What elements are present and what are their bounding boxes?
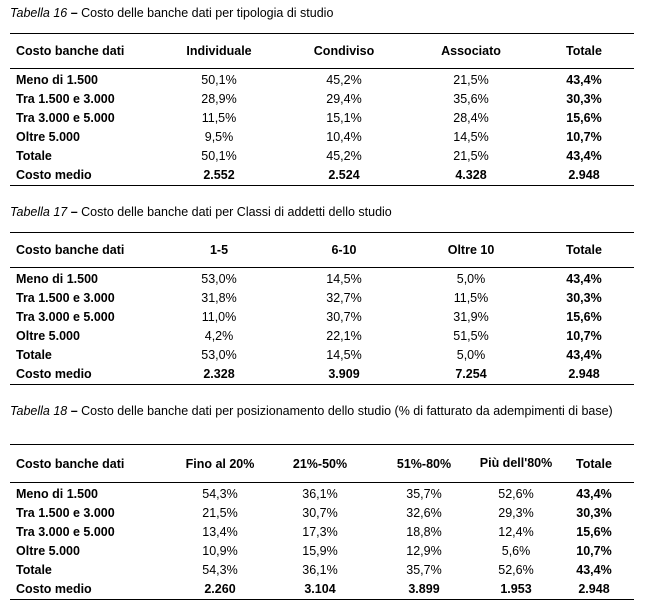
column-header: Totale	[534, 233, 634, 268]
table-row	[10, 346, 634, 365]
row-label: Tra 1.500 e 3.000	[16, 291, 115, 305]
table-18-caption	[10, 402, 640, 420]
row-label: Oltre 5.000	[16, 130, 80, 144]
caption-dash: –	[67, 404, 82, 418]
table-row	[10, 147, 634, 166]
table-row	[10, 109, 634, 128]
table-row	[10, 542, 634, 561]
column-header: 51%-80%	[370, 445, 478, 483]
table-17-caption	[10, 203, 650, 221]
cell-value: 43,4%	[566, 73, 602, 87]
cell-value: 22,1%	[326, 329, 362, 343]
cell-value: 30,7%	[302, 506, 338, 520]
column-header-label: Costo banche dati	[10, 233, 158, 268]
cell-value: 17,3%	[302, 525, 338, 539]
table-row	[10, 483, 634, 505]
cell-value: 30,3%	[576, 506, 612, 520]
table-row	[10, 365, 634, 385]
cell-value: 2.328	[158, 365, 280, 385]
cell-value: 53,0%	[201, 348, 237, 362]
cell-value: 3.909	[280, 365, 408, 385]
cell-value: 51,5%	[453, 329, 489, 343]
cell-value: 2.552	[158, 166, 280, 186]
caption-label: Tabella 17	[10, 205, 68, 219]
table-row	[10, 561, 634, 580]
row-label: Tra 1.500 e 3.000	[16, 506, 115, 520]
column-header: Totale	[554, 445, 634, 483]
cell-value: 15,6%	[566, 310, 602, 324]
cell-value: 2.948	[554, 580, 634, 600]
cell-value: 30,3%	[566, 92, 602, 106]
cell-value: 35,7%	[406, 487, 442, 501]
cell-value: 11,5%	[201, 111, 237, 125]
cell-value: 12,9%	[406, 544, 442, 558]
cell-value: 32,6%	[406, 506, 442, 520]
cell-value: 45,2%	[326, 149, 362, 163]
cell-value: 31,9%	[453, 310, 489, 324]
row-label: Tra 3.000 e 5.000	[16, 111, 115, 125]
column-header-label: Costo banche dati	[10, 34, 158, 69]
column-header-label: Costo banche dati	[10, 445, 170, 483]
column-header: Fino al 20%	[170, 445, 270, 483]
cell-value: 21,5%	[453, 73, 489, 87]
cell-value: 5,0%	[456, 348, 486, 362]
cell-value: 43,4%	[576, 487, 612, 501]
column-header: Condiviso	[280, 34, 408, 69]
cell-value: 43,4%	[566, 348, 602, 362]
cell-value: 1.953	[478, 580, 554, 600]
table-16-caption	[10, 4, 650, 22]
cell-value: 15,6%	[576, 525, 612, 539]
cell-value: 30,3%	[566, 291, 602, 305]
cell-value: 7.254	[408, 365, 534, 385]
cell-value: 43,4%	[566, 149, 602, 163]
column-header: Più dell'80%	[478, 445, 554, 483]
cell-value: 29,4%	[326, 92, 362, 106]
cell-value: 10,4%	[326, 130, 362, 144]
cell-value: 2.948	[534, 365, 634, 385]
row-label: Oltre 5.000	[16, 544, 80, 558]
row-label: Oltre 5.000	[16, 329, 80, 343]
cell-value: 45,2%	[326, 73, 362, 87]
row-label: Tra 3.000 e 5.000	[16, 310, 115, 324]
cell-value: 4,2%	[204, 329, 234, 343]
cell-value: 5,6%	[501, 544, 531, 558]
row-label: Totale	[16, 149, 52, 163]
cell-value: 21,5%	[202, 506, 238, 520]
row-label: Costo medio	[10, 580, 170, 600]
caption-label: Tabella 18	[10, 404, 68, 418]
column-header: 21%-50%	[270, 445, 370, 483]
table-row	[10, 308, 634, 327]
cell-value: 54,3%	[202, 487, 238, 501]
cell-value: 11,0%	[201, 310, 237, 324]
caption-text: Costo delle banche dati per Classi di addetti dello studio	[81, 205, 392, 219]
cell-value: 10,7%	[576, 544, 612, 558]
cell-value: 43,4%	[576, 563, 612, 577]
cell-value: 5,0%	[456, 272, 486, 286]
cell-value: 36,1%	[302, 487, 338, 501]
table-16	[10, 33, 634, 186]
caption-dash: –	[67, 205, 82, 219]
caption-label: Tabella 16	[10, 6, 68, 20]
cell-value: 15,1%	[326, 111, 362, 125]
table-row	[10, 268, 634, 290]
cell-value: 52,6%	[498, 487, 534, 501]
caption-text: Costo delle banche dati per tipologia di studio	[81, 6, 334, 20]
cell-value: 10,7%	[566, 329, 602, 343]
cell-value: 50,1%	[201, 149, 237, 163]
column-header: Totale	[534, 34, 634, 69]
cell-value: 11,5%	[453, 291, 489, 305]
row-label: Tra 3.000 e 5.000	[16, 525, 115, 539]
table-17	[10, 232, 634, 385]
cell-value: 15,6%	[566, 111, 602, 125]
caption-text: Costo delle banche dati per posizionamento dello studio (% di fatturato da adempimenti di base)	[81, 404, 613, 418]
cell-value: 36,1%	[302, 563, 338, 577]
row-label: Costo medio	[10, 365, 158, 385]
column-header: 6-10	[280, 233, 408, 268]
cell-value: 3.104	[270, 580, 370, 600]
cell-value: 35,7%	[406, 563, 442, 577]
row-label: Totale	[16, 563, 52, 577]
cell-value: 54,3%	[202, 563, 238, 577]
cell-value: 4.328	[408, 166, 534, 186]
table-row	[10, 69, 634, 91]
cell-value: 2.948	[534, 166, 634, 186]
cell-value: 12,4%	[498, 525, 534, 539]
cell-value: 28,9%	[201, 92, 237, 106]
cell-value: 10,9%	[202, 544, 238, 558]
cell-value: 13,4%	[202, 525, 238, 539]
table-row	[10, 504, 634, 523]
row-label: Totale	[16, 348, 52, 362]
table-row	[10, 90, 634, 109]
table-row	[10, 289, 634, 308]
cell-value: 10,7%	[566, 130, 602, 144]
cell-value: 15,9%	[302, 544, 338, 558]
cell-value: 43,4%	[566, 272, 602, 286]
cell-value: 9,5%	[204, 130, 234, 144]
cell-value: 31,8%	[201, 291, 237, 305]
table-row	[10, 166, 634, 186]
row-label: Costo medio	[10, 166, 158, 186]
cell-value: 50,1%	[201, 73, 237, 87]
cell-value: 29,3%	[498, 506, 534, 520]
column-header: Associato	[408, 34, 534, 69]
table-row	[10, 128, 634, 147]
cell-value: 21,5%	[453, 149, 489, 163]
column-header: 1-5	[158, 233, 280, 268]
cell-value: 18,8%	[406, 525, 442, 539]
cell-value: 28,4%	[453, 111, 489, 125]
cell-value: 3.899	[370, 580, 478, 600]
column-header: Oltre 10	[408, 233, 534, 268]
cell-value: 14,5%	[326, 348, 362, 362]
table-row	[10, 523, 634, 542]
table-18	[10, 444, 634, 600]
cell-value: 35,6%	[453, 92, 489, 106]
row-label: Meno di 1.500	[16, 272, 98, 286]
column-header: Individuale	[158, 34, 280, 69]
cell-value: 2.260	[170, 580, 270, 600]
cell-value: 14,5%	[453, 130, 489, 144]
cell-value: 52,6%	[498, 563, 534, 577]
cell-value: 14,5%	[326, 272, 362, 286]
cell-value: 32,7%	[326, 291, 362, 305]
caption-dash: –	[67, 6, 82, 20]
row-label: Meno di 1.500	[16, 73, 98, 87]
table-row	[10, 327, 634, 346]
table-row	[10, 580, 634, 600]
row-label: Tra 1.500 e 3.000	[16, 92, 115, 106]
cell-value: 30,7%	[326, 310, 362, 324]
row-label: Meno di 1.500	[16, 487, 98, 501]
cell-value: 2.524	[280, 166, 408, 186]
cell-value: 53,0%	[201, 272, 237, 286]
